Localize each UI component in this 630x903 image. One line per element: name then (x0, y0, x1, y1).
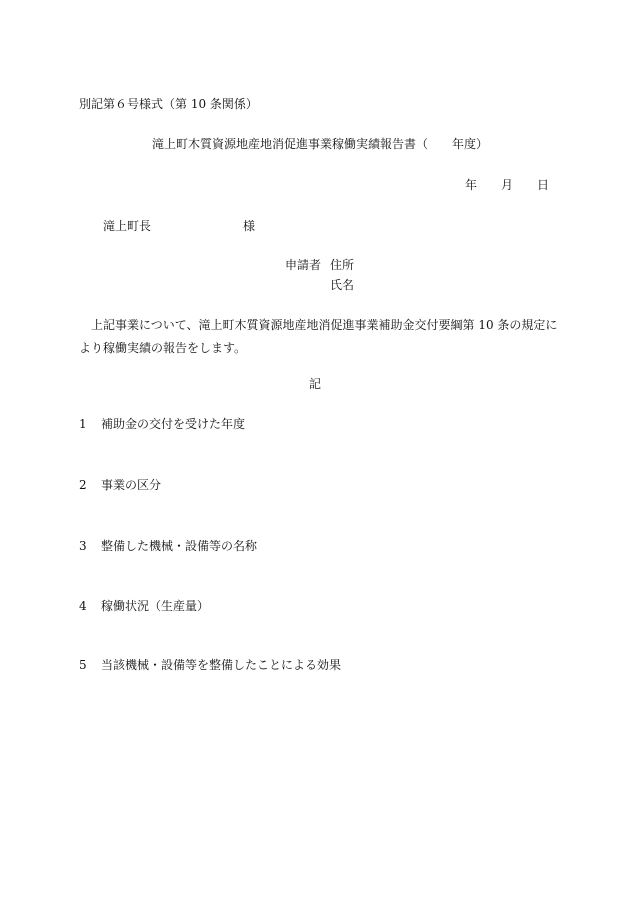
addressee-honorific: 様 (243, 219, 256, 233)
list-item (79, 418, 245, 430)
applicant-role-label: 申請者 (285, 258, 322, 272)
applicant-address-label: 住所 (330, 258, 355, 272)
item-number: 3 (79, 539, 87, 553)
list-item (79, 659, 341, 671)
list-item (79, 540, 257, 552)
applicant-name-label: 氏名 (330, 278, 355, 292)
item-label: 稼働状況（生産量） (101, 599, 210, 613)
date-line: 年 月 日 (465, 178, 550, 192)
item-label: 整備した機械・設備等の名称 (101, 539, 258, 553)
item-number: 1 (79, 417, 87, 431)
list-item (79, 600, 209, 612)
item-label: 補助金の交付を受けた年度 (101, 417, 246, 431)
item-number: 2 (79, 478, 87, 492)
addressee-name: 滝上町長 (103, 219, 152, 233)
document-title: 滝上町木質資源地産地消促進事業稼働実績報告書（ 年度） (152, 137, 489, 151)
item-number: 4 (79, 599, 87, 613)
item-number: 5 (79, 658, 87, 672)
body-paragraph: 上記事業について、滝上町木質資源地産地消促進事業補助金交付要綱第 10 条の規定により稼働実績の報告をします。 (79, 318, 558, 355)
ki-marker: 記 (309, 377, 322, 391)
item-label: 当該機械・設備等を整備したことによる効果 (101, 658, 342, 672)
list-item (79, 479, 161, 491)
form-header: 別記第６号様式（第 10 条関係） (79, 97, 258, 111)
item-label: 事業の区分 (101, 478, 162, 492)
